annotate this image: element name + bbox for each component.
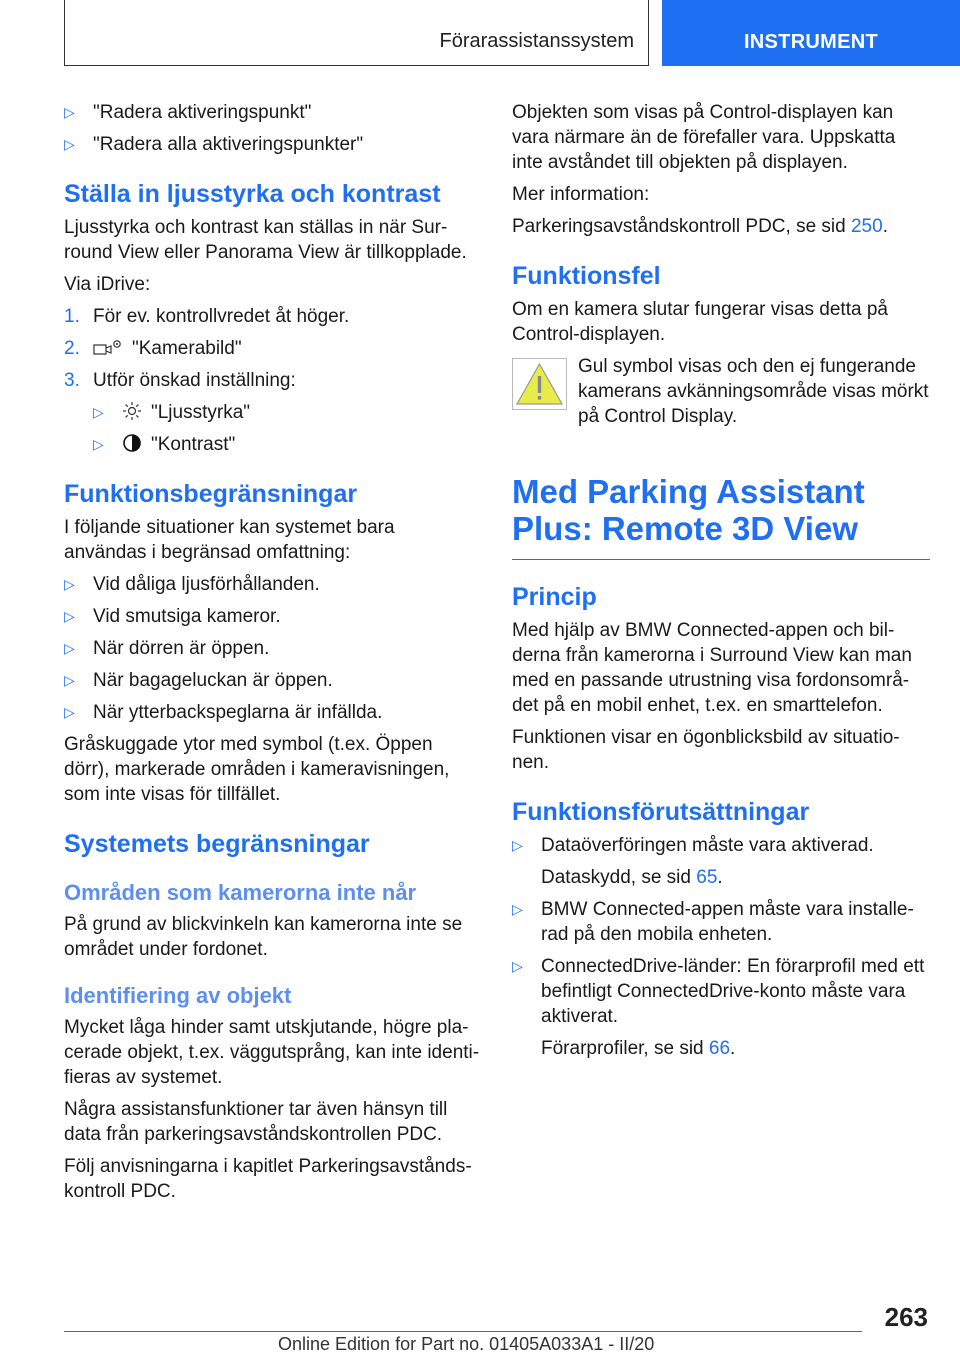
main-heading-remote-3d-view: Med Parking Assistant Plus: Remote 3D View bbox=[512, 473, 930, 560]
list-item: ▷ "Radera alla aktiveringspunkter" bbox=[64, 134, 364, 155]
paragraph: Förarprofiler, se sid 66. bbox=[541, 1038, 736, 1059]
list-item: ▷ BMW Connected-appen måste vara installe-rad på den mobila enheten. bbox=[512, 899, 914, 945]
triangle-bullet-icon: ▷ bbox=[512, 837, 523, 853]
heading-brightness-contrast: Ställa in ljusstyrka och kontrast bbox=[64, 180, 441, 208]
list-item: ▷ "Kontrast" bbox=[93, 434, 236, 455]
triangle-bullet-icon: ▷ bbox=[93, 404, 104, 420]
triangle-bullet-icon: ▷ bbox=[64, 672, 75, 688]
triangle-bullet-icon: ▷ bbox=[64, 704, 75, 720]
list-item: ▷ Dataöverföringen måste vara aktiverad. bbox=[512, 835, 874, 856]
paragraph: Objekten som visas på Control-displayen kan vara närmare än de förefaller vara. Uppskatta inte avståndet till objekten på displayen. bbox=[512, 102, 896, 173]
header-chapter-tab[interactable] bbox=[662, 0, 960, 66]
header-chapter-label: INSTRUMENT bbox=[743, 31, 879, 53]
paragraph: Mer information: bbox=[512, 184, 650, 205]
heading-principle: Princip bbox=[512, 583, 597, 611]
subheading-object-identification: Identifiering av objekt bbox=[64, 983, 292, 1008]
list-item: ▷ När ytterbackspeglarna är infällda. bbox=[64, 702, 383, 723]
footer-divider bbox=[64, 1331, 862, 1332]
heading-function-limits: Funktionsbegränsningar bbox=[64, 480, 358, 508]
heading-requirements: Funktionsförutsättningar bbox=[512, 798, 810, 826]
triangle-bullet-icon: ▷ bbox=[64, 640, 75, 656]
paragraph: Med hjälp av BMW Connected-appen och bil-derna från kamerorna i Surround View kan man med en passande utrustning visa fordonsområ-det på en mobil enhet, t.ex. en smarttelefon. bbox=[512, 620, 912, 716]
step-item: 1. För ev. kontrollvredet åt höger. bbox=[64, 306, 350, 327]
brightness-icon bbox=[122, 401, 142, 421]
left-column bbox=[64, 100, 482, 1211]
paragraph: Dataskydd, se sid 65. bbox=[541, 867, 723, 888]
step-number: 1. bbox=[64, 306, 80, 327]
step-item: 3. Utför önskad inställning: bbox=[64, 370, 296, 391]
step-item: 2. "Kamerabild" bbox=[64, 338, 242, 359]
step-number: 2. bbox=[64, 338, 80, 359]
triangle-bullet-icon: ▷ bbox=[64, 104, 75, 120]
paragraph: Följ anvisningarna i kapitlet Parkeringsavstånds-kontroll PDC. bbox=[64, 1156, 472, 1202]
page-link-65[interactable]: 65 bbox=[696, 867, 718, 888]
paragraph: Gråskuggade ytor med symbol (t.ex. Öppen dörr), markerade områden i kameravisningen, som inte visas för tillfället. bbox=[64, 734, 450, 805]
triangle-bullet-icon: ▷ bbox=[64, 608, 75, 624]
page-link-250[interactable]: 250 bbox=[850, 216, 883, 237]
list-item: ▷ När dörren är öppen. bbox=[64, 638, 270, 659]
triangle-bullet-icon: ▷ bbox=[64, 136, 75, 152]
list-item: ▷ "Ljusstyrka" bbox=[93, 402, 251, 423]
triangle-bullet-icon: ▷ bbox=[512, 901, 523, 917]
paragraph: Parkeringsavståndskontroll PDC, se sid 250. bbox=[512, 216, 888, 237]
list-item: ▷ Vid dåliga ljusförhållanden. bbox=[64, 574, 320, 595]
paragraph: I följande situationer kan systemet bara användas i begränsad omfattning: bbox=[64, 517, 395, 563]
footer-edition: Online Edition for Part no. 01405A033A1 - II/20 bbox=[278, 1334, 655, 1354]
triangle-bullet-icon: ▷ bbox=[93, 436, 104, 452]
header-section-title: Förarassistanssystem bbox=[439, 30, 634, 52]
page-number: 263 bbox=[884, 1302, 928, 1332]
warning-text: Gul symbol visas och den ej fungerande kamerans avkänningsområde visas mörkt på Control Display. bbox=[578, 356, 929, 427]
list-item: ▷ När bagageluckan är öppen. bbox=[64, 670, 333, 691]
paragraph: Mycket låga hinder samt utskjutande, högre pla-cerade objekt, t.ex. väggutsprång, kan inte identi-fieras av systemet. bbox=[64, 1017, 480, 1088]
paragraph: Funktionen visar en ögonblicksbild av situatio-nen. bbox=[512, 727, 900, 773]
paragraph: Ljusstyrka och kontrast kan ställas in när Sur-round View eller Panorama View är tillkopplade. bbox=[64, 217, 467, 263]
page-link-66[interactable]: 66 bbox=[708, 1038, 731, 1059]
paragraph: Några assistansfunktioner tar även hänsyn till data från parkeringsavståndskontrollen PDC. bbox=[64, 1099, 448, 1145]
warning-triangle-icon bbox=[512, 358, 567, 410]
heading-system-limits: Systemets begränsningar bbox=[64, 830, 370, 858]
paragraph: På grund av blickvinkeln kan kamerorna inte se området under fordonet. bbox=[64, 914, 463, 960]
right-column bbox=[512, 100, 930, 1068]
triangle-bullet-icon: ▷ bbox=[512, 958, 523, 974]
step-number: 3. bbox=[64, 370, 80, 391]
contrast-icon bbox=[122, 433, 142, 453]
header-section-box bbox=[64, 0, 649, 66]
list-item: ▷ ConnectedDrive-länder: En förarprofil med ett befintligt ConnectedDrive-konto måste vara aktiverat. bbox=[512, 956, 925, 1027]
warning-note bbox=[512, 354, 930, 429]
paragraph: Via iDrive: bbox=[64, 274, 151, 295]
triangle-bullet-icon: ▷ bbox=[64, 576, 75, 592]
list-item: ▷ Vid smutsiga kameror. bbox=[64, 606, 281, 627]
list-item: ▷ "Radera aktiveringspunkt" bbox=[64, 102, 312, 123]
paragraph: Om en kamera slutar fungerar visas detta på Control-displayen. bbox=[512, 299, 888, 345]
subheading-uncovered-areas: Områden som kamerorna inte når bbox=[64, 880, 417, 905]
heading-malfunction: Funktionsfel bbox=[512, 262, 661, 290]
camera-settings-icon bbox=[93, 337, 123, 357]
